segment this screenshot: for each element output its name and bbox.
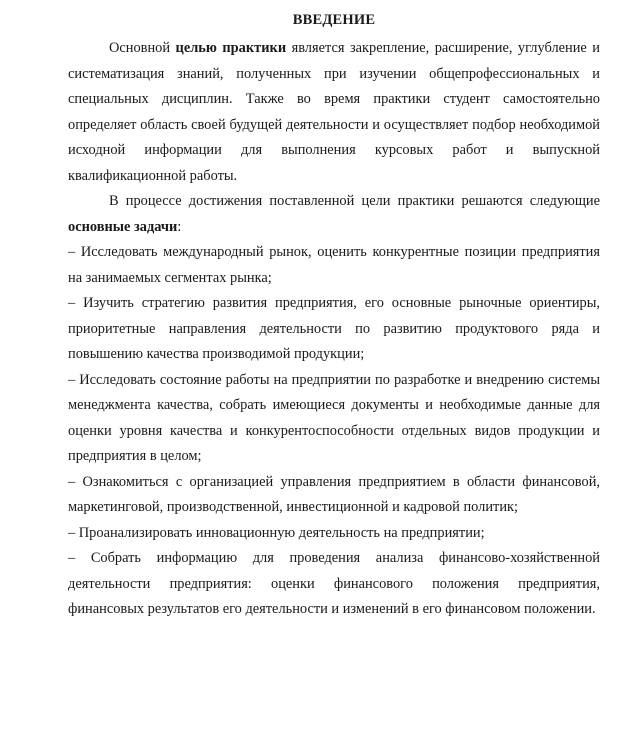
intro-emphasis: целью практики: [175, 40, 287, 56]
list-item: – Изучить стратегию развития предприятия, его основные рыночные ориентиры, приоритетные направления деятельности по развитию продуктового ряда и повышению качества производимой продукции;: [68, 295, 600, 362]
tasks-intro-text-end: :: [177, 218, 182, 235]
list-item: – Проанализировать инновационную деятельность на предприятии;: [68, 524, 485, 541]
tasks-intro-emphasis: основные задачи: [68, 218, 178, 235]
page-title: ВВЕДЕНИЕ: [292, 12, 376, 28]
tasks-intro-paragraph: [68, 189, 600, 240]
intro-text-start: Основной: [109, 40, 176, 56]
list-item: – Исследовать международный рынок, оценить конкурентные позиции предприятия на занимаемых сегментах рынка;: [68, 244, 600, 286]
tasks-intro-text-start: В процессе достижения поставленной цели практики решаются следующие: [109, 193, 600, 209]
list-item: – Ознакомиться с организацией управления предприятием в области финансовой, маркетинговой, производственной, инвестиционной и кадровой политик;: [68, 473, 600, 515]
intro-paragraph: [68, 36, 600, 189]
list-item: – Собрать информацию для проведения анализа финансово-хозяйственной деятельности предприятия: оценки финансового положения предприятия, финансовых результатов его деятельности и изменений в его финансовом положении.: [68, 550, 600, 617]
list-item: – Исследовать состояние работы на предприятии по разработке и внедрению системы менеджмента качества, собрать имеющиеся документы и необходимые данные для оценки уровня качества и конкурентоспособности отдельных видов продукции и предприятия в целом;: [68, 371, 600, 464]
intro-text-end: является закрепление, расширение, углубление и систематизация знаний, полученных при изучении общепрофессиональных и специальных дисциплин. Также во время практики студент самостоятельно определяет область своей будущей деятельности и осуществляет подбор необходимой исходной информации для выполнения курсовых работ и выпускной квалификационной работы.: [68, 40, 600, 184]
tasks-list: [68, 240, 600, 623]
